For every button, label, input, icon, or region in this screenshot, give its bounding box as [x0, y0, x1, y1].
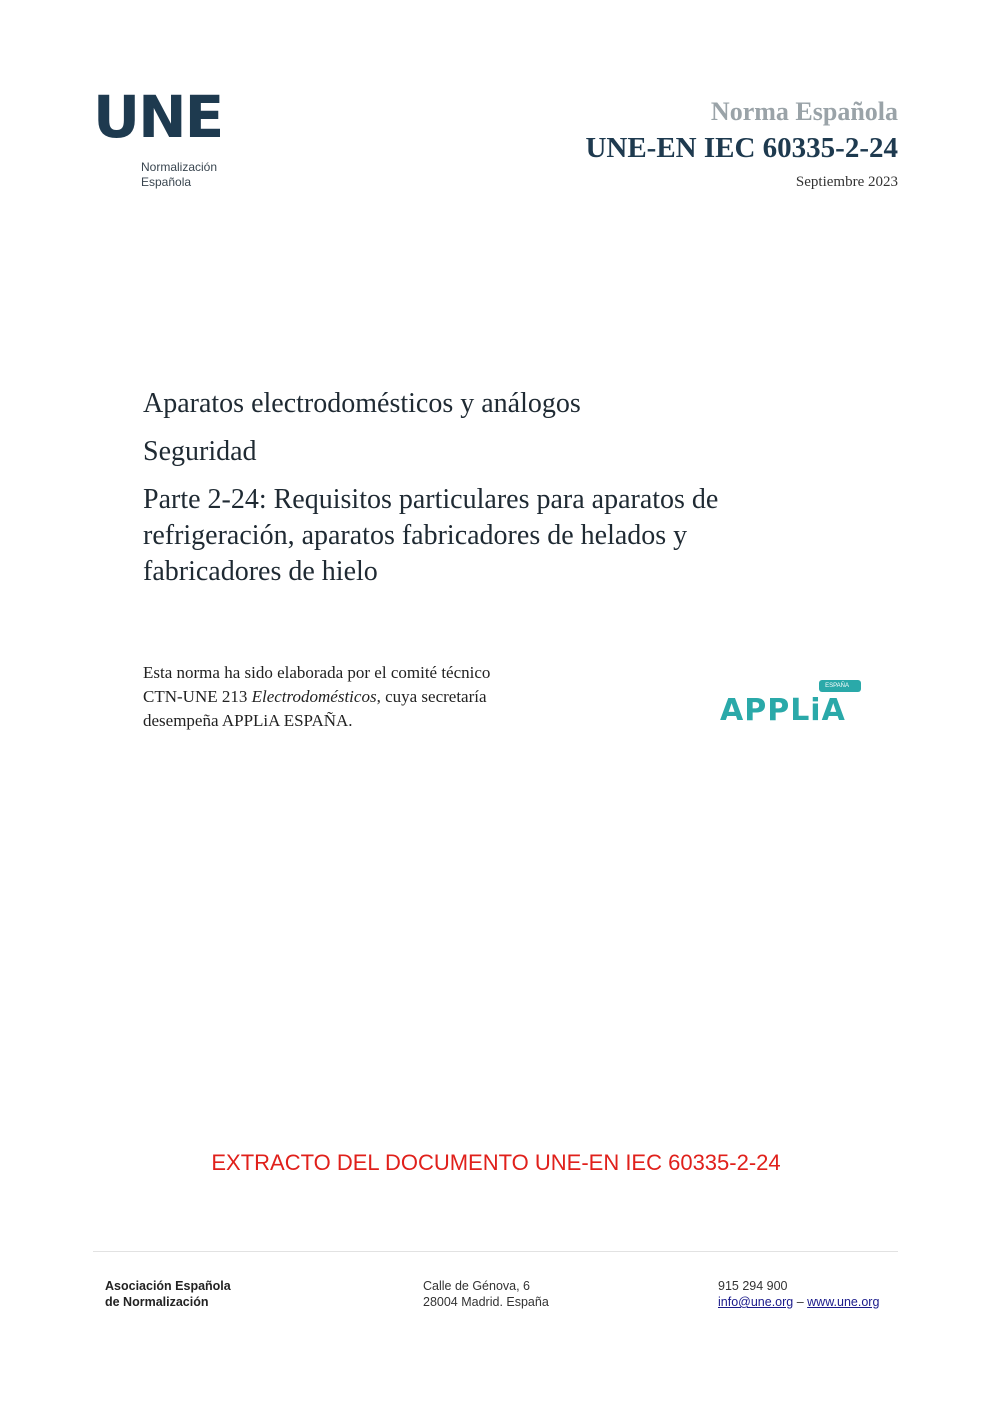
- footer-phone: 915 294 900: [718, 1279, 788, 1293]
- title-part-line-3: fabricadores de hielo: [143, 556, 378, 587]
- footer-contact: [718, 1278, 879, 1310]
- une-logo-mark: UNE: [93, 83, 223, 151]
- footer-links: [718, 1294, 879, 1310]
- standard-date: Septiembre 2023: [795, 174, 898, 190]
- footer-organization: [105, 1278, 231, 1310]
- standard-header: [585, 96, 898, 191]
- footer-link-separator: –: [793, 1295, 808, 1309]
- une-logo-subtitle: [141, 160, 243, 190]
- une-logo: [93, 83, 243, 190]
- title-line-2: Seguridad: [143, 436, 257, 467]
- applia-wordmark: APPLiA: [720, 693, 846, 728]
- email-link[interactable]: info@une.org: [718, 1295, 794, 1309]
- website-link[interactable]: www.une.org: [807, 1295, 880, 1309]
- applia-logo: [720, 680, 865, 730]
- committee-line-1: Esta norma ha sido elaborada por el comité técnico: [143, 663, 491, 682]
- document-title: [143, 386, 843, 590]
- title-part-line-1: Parte 2-24: Requisitos particulares para aparatos de: [143, 484, 719, 515]
- committee-line-2-suffix: , cuya secretaría: [376, 687, 487, 706]
- footer-address-line-1: Calle de Génova, 6: [423, 1279, 531, 1293]
- footer-org-line-1: Asociación Española: [105, 1279, 231, 1293]
- footer-divider: [93, 1251, 898, 1252]
- committee-line-2: [143, 685, 613, 709]
- une-logo-sub-line1: Normalización: [141, 160, 218, 174]
- title-line-1: Aparatos electrodomésticos y análogos: [143, 388, 581, 419]
- standard-code: UNE-EN IEC 60335-2-24: [585, 132, 898, 164]
- footer-address-line-2: 28004 Madrid. España: [423, 1295, 549, 1309]
- standard-label: Norma Española: [710, 97, 898, 126]
- committee-name: Electrodomésticos: [251, 687, 377, 706]
- title-part-line-2: refrigeración, aparatos fabricadores de helados y: [143, 520, 688, 551]
- footer-org-line-2: de Normalización: [105, 1295, 209, 1309]
- une-logo-sub-line2: Española: [141, 175, 192, 189]
- committee-line-3: desempeña APPLiA ESPAÑA.: [143, 711, 353, 730]
- applia-badge: ESPAÑA: [819, 680, 861, 692]
- footer-address: [423, 1278, 549, 1310]
- committee-code: CTN-UNE 213: [143, 687, 252, 706]
- committee-statement: [143, 661, 613, 733]
- extract-notice: EXTRACTO DEL DOCUMENTO UNE-EN IEC 60335-2-24: [211, 1150, 781, 1175]
